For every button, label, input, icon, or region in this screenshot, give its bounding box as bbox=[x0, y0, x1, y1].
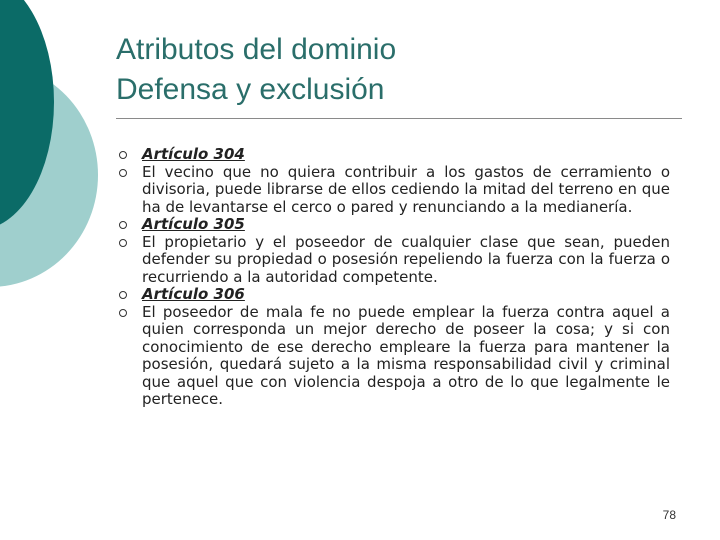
title-line-1: Atributos del dominio bbox=[116, 33, 397, 66]
list-item-article-305-text bbox=[116, 234, 670, 287]
bullet-icon bbox=[119, 151, 127, 159]
title-line-2: Defensa y exclusión bbox=[116, 73, 385, 106]
list-item-article-305-heading bbox=[116, 216, 670, 234]
bullet-list bbox=[116, 146, 670, 409]
bullet-icon bbox=[119, 291, 127, 299]
bullet-icon bbox=[119, 221, 127, 229]
bullet-icon bbox=[119, 239, 127, 247]
list-item-article-304-text bbox=[116, 164, 670, 217]
article-heading: Artículo 306 bbox=[142, 285, 245, 303]
bullet-icon bbox=[119, 309, 127, 317]
page-number: 78 bbox=[662, 508, 676, 522]
bullet-icon bbox=[119, 169, 127, 177]
list-item-article-304-heading bbox=[116, 146, 670, 164]
article-text: El vecino que no quiera contribuir a los gastos de cerramiento o divisoria, puede librarse de ellos cediendo la mitad del terreno en que ha de levantarse el cerco o pared y renunciando a la medianería. bbox=[142, 162, 670, 216]
article-heading: Artículo 304 bbox=[142, 145, 245, 163]
article-heading: Artículo 305 bbox=[142, 215, 245, 233]
list-item-article-306-text bbox=[116, 304, 670, 409]
slide-title bbox=[116, 30, 396, 110]
title-divider bbox=[116, 118, 682, 119]
list-item-article-306-heading bbox=[116, 286, 670, 304]
article-text: El propietario y el poseedor de cualquier clase que sean, pueden defender su propiedad o posesión repeliendo la fuerza con la fuerza o recurriendo a la autoridad competente. bbox=[142, 232, 670, 286]
decorative-circles bbox=[0, 0, 120, 300]
article-text: El poseedor de mala fe no puede emplear la fuerza contra aquel a quien corresponda un mejor derecho de poseer la cosa; y si con conocimiento de ese derecho empleare la fuerza para mantener la posesión, quedará sujeto a la misma responsabilidad civil y criminal que aquel que con violencia despoja a otro de lo que legalmente le pertenece. bbox=[142, 302, 670, 408]
